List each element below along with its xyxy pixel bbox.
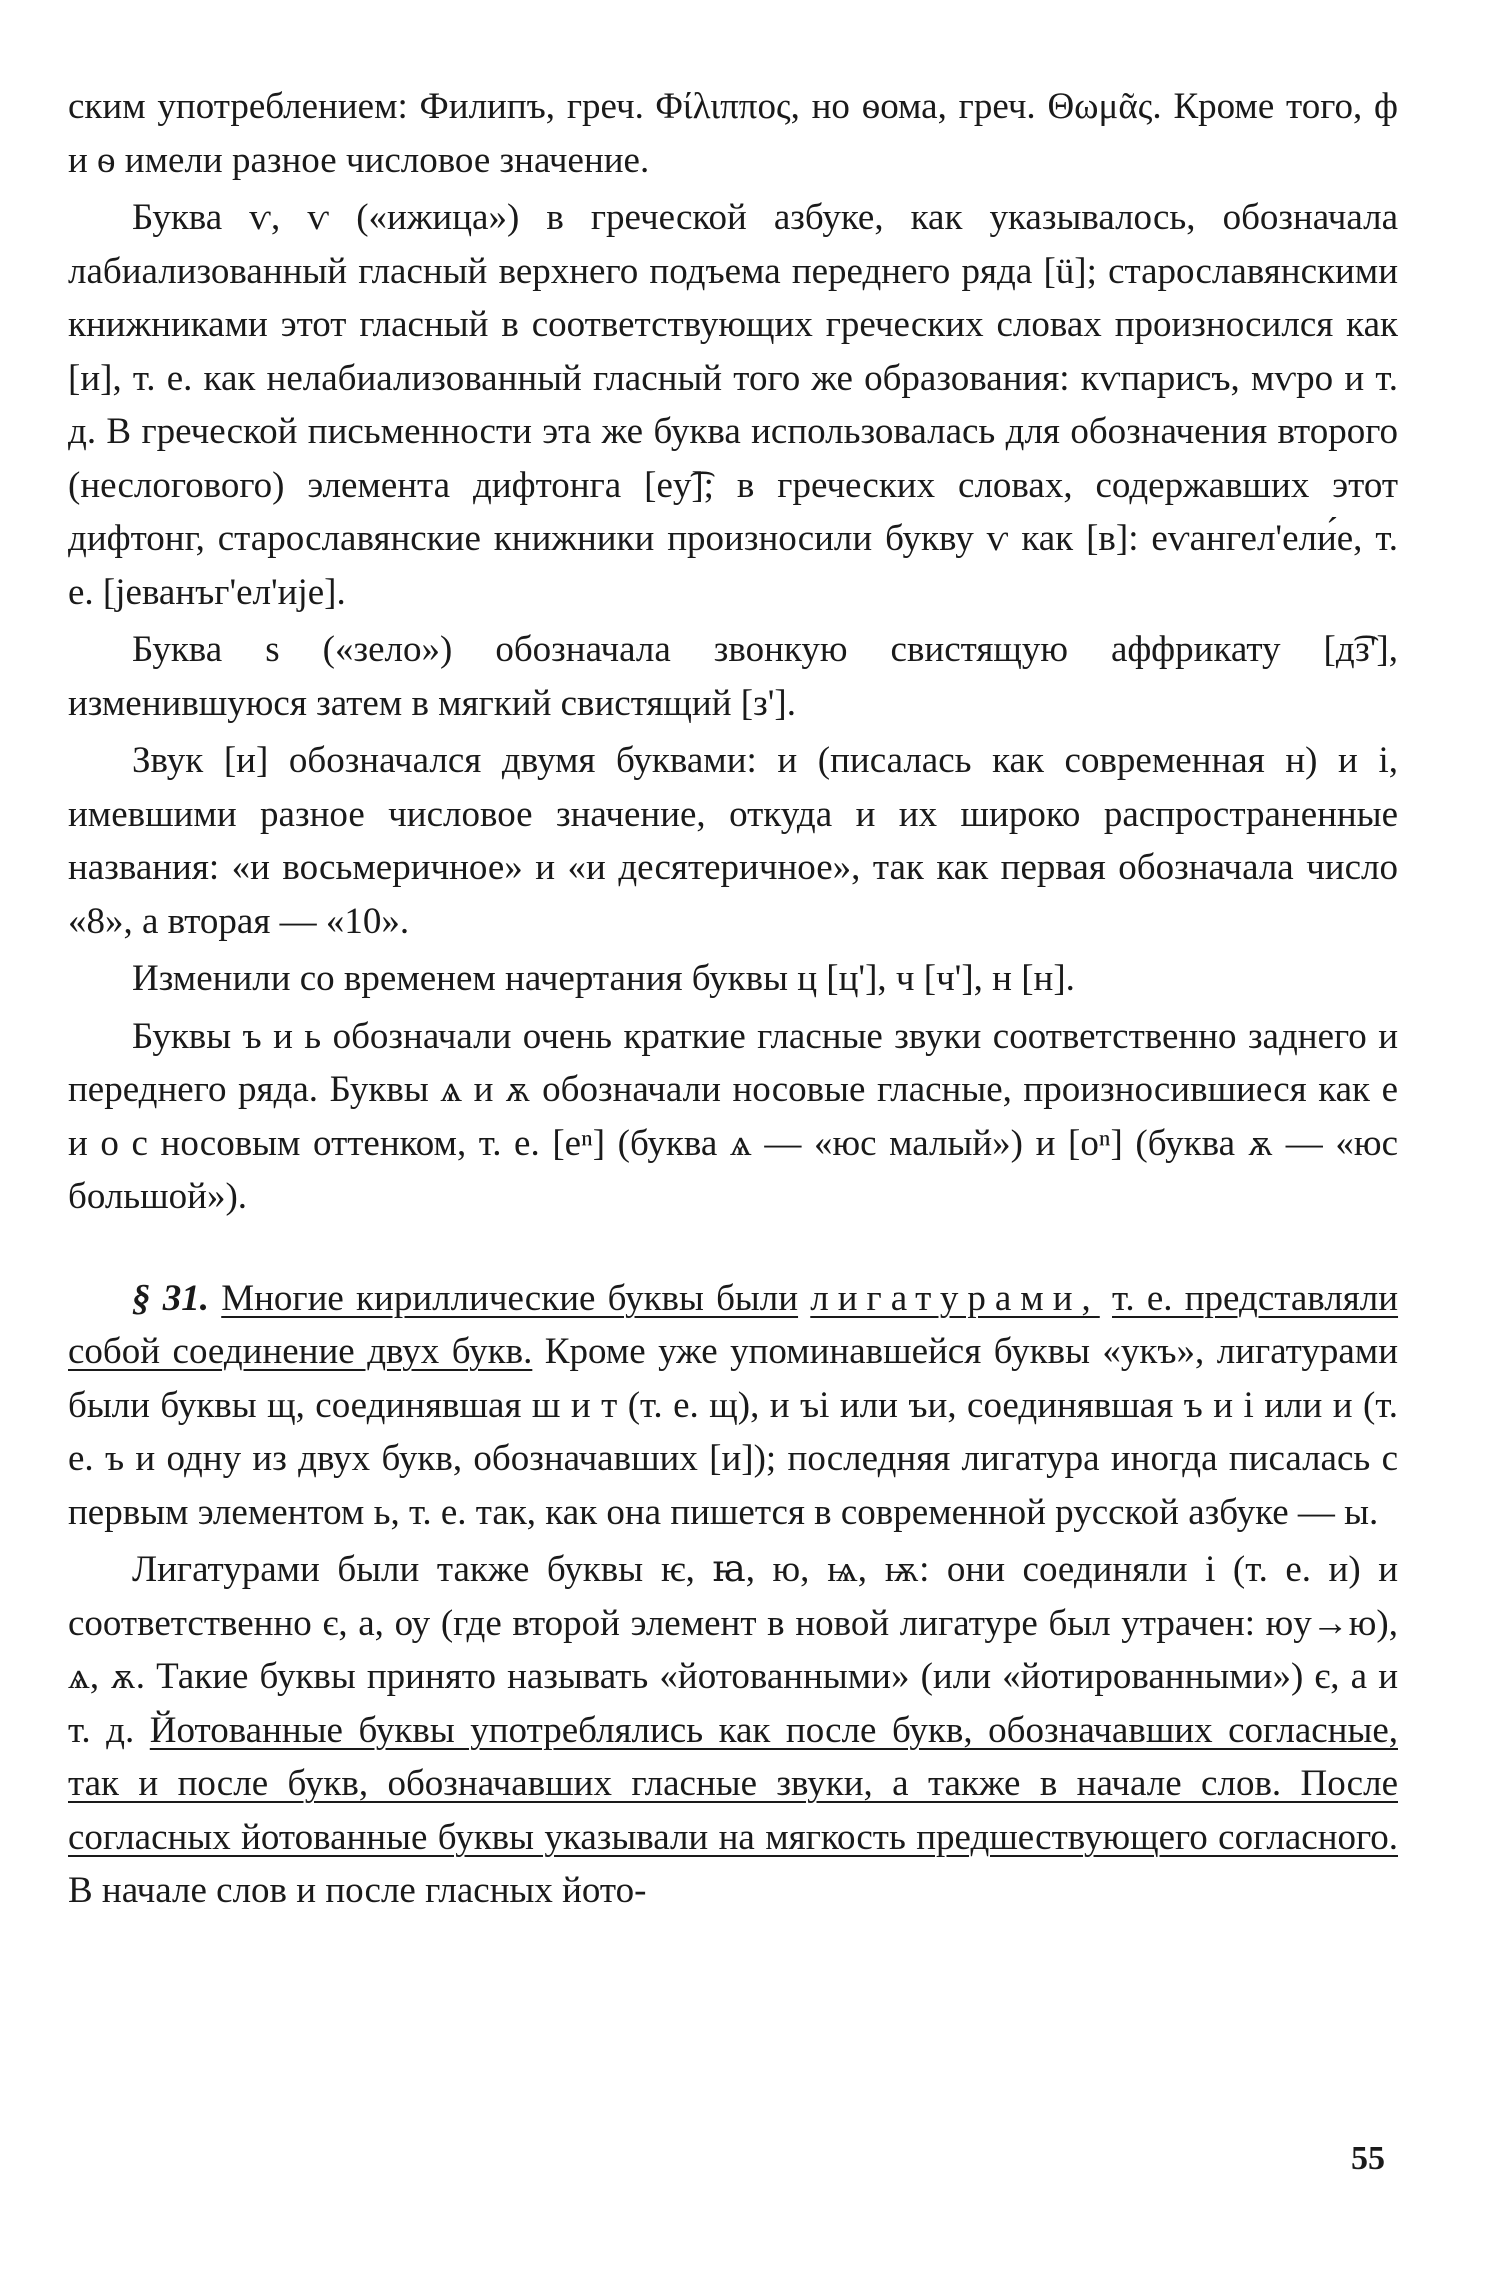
underlined-intro: Многие кириллические буквы были [221,1277,799,1319]
page-body [68,80,1398,1922]
iotated-underlined-text: Йотованные буквы употреблялись как после букв, обозначавших согласные, так и после букв, обозначавших гласные звуки, а также в начале слов. После согласных йотованные буквы указывали на мягкость предшествующего согласного. [68,1709,1398,1858]
paragraph-1: ским употреблением: Филипъ, греч. Φίλιππος, но ѳома, греч. Θωμᾶς. Кроме того, ф и ѳ имели разное числовое значение. [68,86,1398,181]
page-number: 55 [1351,2140,1385,2177]
paragraph-izhitsa: Буква ѵ, ѵ («ижица») в греческой азбуке, как указывалось, обозначала лабиализованный гласный верхнего подъема переднего ряда [ü]; старославянскими книжниками этот гласный в соответствующих греческих словах произносился как [и], т. е. как нелабиализованный гласный того же образования: кѵпарисъ, мѵро и т. д. В греческой письменности эта же буква использовалась для обозначения второго (неслогового) элемента дифтонга [eу͡]; в греческих словах, содержавших этот дифтонг, старославянские книжники произносили букву ѵ как [в]: еѵангел'ели́е, т. е. [јеванъг'ел'ије]. [68,197,1398,613]
iotated-plain-text: Лигатурами были также буквы ѥ, ꙗ, ю, ѩ, ѭ: они соединяли і (т. е. и) и соответственно є, а, оу (где второй элемент в новой лигатуре был утрачен: юу→ю), ѧ, ѫ. Такие буквы принято называть «йотованными» (или «йотированными») є, а и т. д. [68,1549,1398,1751]
section-body-text: Кроме уже упоминавшейся буквы «укъ», лигатурами были буквы щ, соединявшая ш и т (т. е. щ), и ъі или ъи, соединявшая ъ и і или и (т. е. ъ и одну из двух букв, обозначавших [и]); последняя лигатура иногда писалась с первым элементом ь, т. е. так, как она пишется в современной русской азбуке — ы. [68,1331,1398,1533]
section-number: § 31. [132,1277,209,1319]
paragraph-iotated [68,1543,1398,1918]
iotated-tail-text: В начале слов и после гласных йото- [68,1870,647,1911]
spaced-term-ligatures: лигатурами, [810,1277,1100,1319]
paragraph-changed-shapes: Изменили со временем начертания буквы ц [ц'], ч [ч'], н [н]. [132,958,1075,999]
underlined-definition: т. е. представляли собой соединение двух букв. [68,1277,1399,1372]
paragraph-yers-yuses: Буквы ъ и ь обозначали очень краткие гласные звуки соответственно заднего и переднего ряда. Буквы ѧ и ѫ обозначали носовые гласные, произносившиеся как е и о с носовым оттенком, т. е. [eⁿ] (буква ѧ — «юс малый») и [oⁿ] (буква ѫ — «юс большой»). [68,1015,1398,1217]
paragraph-i-letters: Звук [и] обозначался двумя буквами: и (писалась как современная н) и і, имевшими разное числовое значение, откуда и их широко распространенные названия: «и восьмеричное» и «и десятеричное», так как первая обозначала число «8», а вторая — «10». [68,740,1398,942]
paragraph-zelo: Буква ѕ («зело») обозначала звонкую свистящую аффрикату [д͡з'], изменившуюся затем в мягкий свистящий [з']. [68,629,1398,724]
section-31-paragraph [68,1272,1398,1540]
